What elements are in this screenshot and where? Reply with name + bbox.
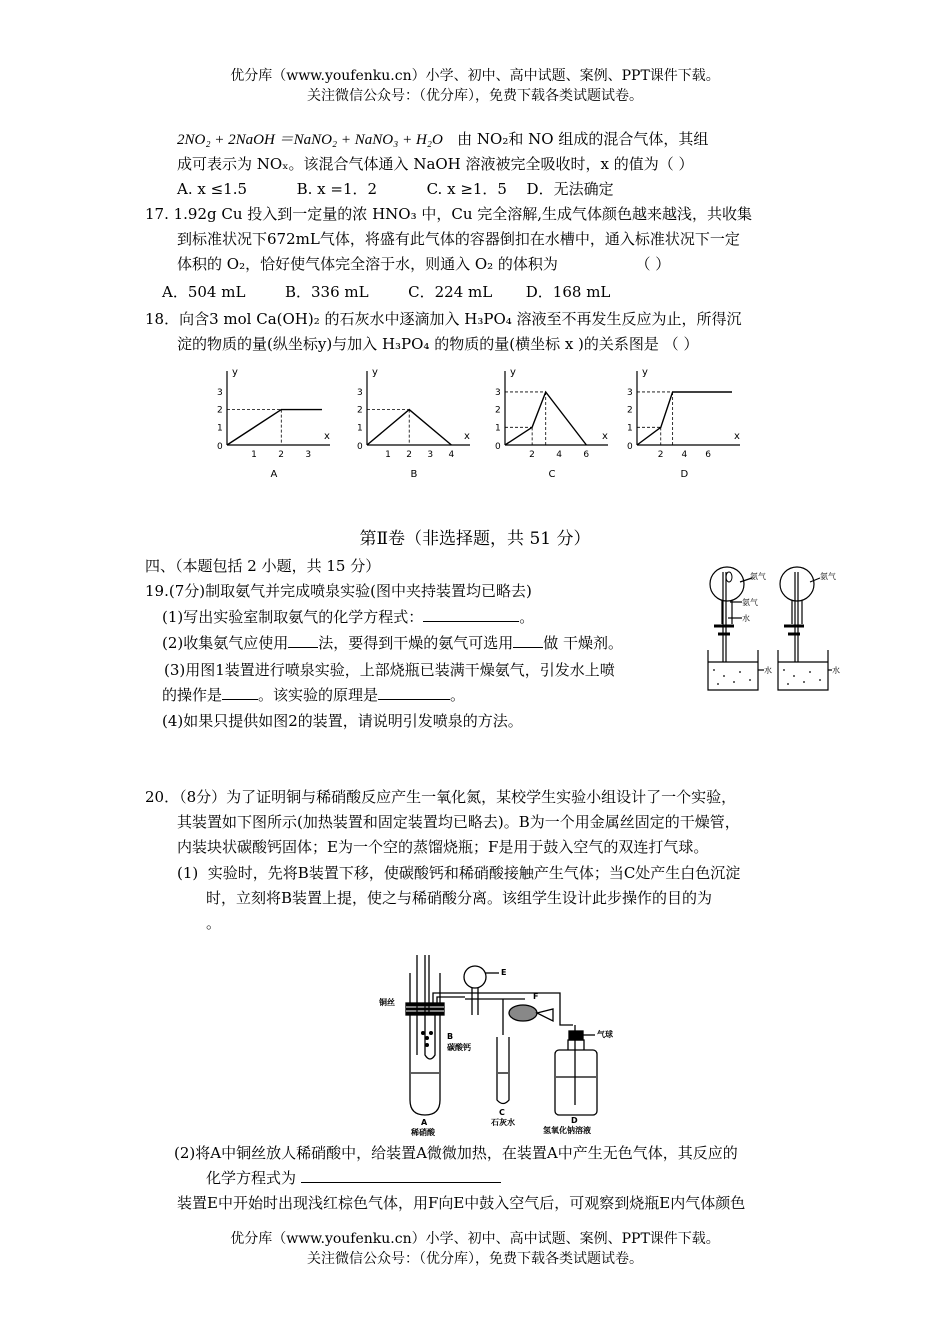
q16-stem-line1 xyxy=(177,128,708,151)
fig1-flask xyxy=(710,567,744,601)
label-copper-wire: 铜丝 xyxy=(379,998,395,1007)
graph-A-y-tick: 2 xyxy=(217,405,223,416)
part2-section: 四、（本题包括 2 小题，共 15 分） xyxy=(145,557,381,575)
fig2-label-water: 水 xyxy=(832,666,840,675)
fig1-label-ammonia: 氨气 xyxy=(750,572,766,581)
q19-part2-text-a: (2)收集氨气应使用 xyxy=(162,634,289,652)
q17-line3-text: 体积的 O₂，恰好使气体完全溶于水，则通入 O₂ 的体积为 xyxy=(177,255,558,273)
graph-B-x-tick: 3 xyxy=(427,450,434,460)
graph-C-y-label: y xyxy=(510,367,516,378)
graph-A-x-label: x xyxy=(324,431,330,442)
fig2-beaker xyxy=(778,650,828,690)
q19-part2-text-c: 做 干燥剂。 xyxy=(543,634,624,652)
q20-line1: 20．（8分）为了证明铜与稀硝酸反应产生一氧化氮，某校学生实验小组设计了一个实验， xyxy=(145,788,737,806)
q20-blank-equation[interactable] xyxy=(301,1168,501,1183)
q20-part1-number: (1) xyxy=(177,864,199,882)
q16-option-c: C. x ≥1．5 xyxy=(426,180,507,198)
footer-line-1: 优分库（www.youfenku.cn）小学、初中、高中试题、案例、PPT课件下载。 xyxy=(230,1231,720,1247)
graph-A-y-tick: 3 xyxy=(217,387,223,398)
label-balloon: 气球 xyxy=(597,1030,613,1039)
q18-line2: 淀的物质的量(纵坐标y)与加入 H₃PO₄ 的物质的量(横坐标 x )的关系图是 （ ） xyxy=(177,335,699,353)
graph-A-x-tick: 3 xyxy=(305,450,312,460)
graph-B-y-label: y xyxy=(372,367,378,378)
header-line-1: 优分库（www.youfenku.cn）小学、初中、高中试题、案例、PPT课件下载。 xyxy=(230,68,720,84)
q20-part1-line3: 。 xyxy=(206,914,222,932)
graph-D-y-tick: 3 xyxy=(627,387,633,398)
q19-part2-text-b: 法，要得到干燥的氨气可选用 xyxy=(318,634,514,652)
graph-C-y-tick: 2 xyxy=(495,405,501,416)
q19-blank-principle[interactable] xyxy=(378,685,450,700)
q17-line2: 到标准状况下672mL气体，将盛有此气体的容器倒扣在水槽中，通入标准状况下一定 xyxy=(177,230,740,248)
graph-C-x-label: x xyxy=(602,431,608,442)
graph-B-origin: 0 xyxy=(357,442,363,452)
graph-A-caption: A xyxy=(270,469,278,480)
q20-part2-text-b: 化学方程式为 xyxy=(206,1169,297,1187)
fig1-label-ammonia-2: 氨气 xyxy=(742,598,758,607)
q18-line1: 18．向含3 mol Ca(OH)₂ 的石灰水中逐滴加入 H₃PO₄ 溶液至不再发生反应为止，所得沉 xyxy=(145,310,742,328)
q16-options xyxy=(177,178,614,200)
graph-D-caption: D xyxy=(680,469,689,480)
q20-line2: 其装置如下图所示(加热装置和固定装置均已略去)。B为一个用金属丝固定的干燥管， xyxy=(177,813,740,831)
graph-B-x-tick: 2 xyxy=(406,450,412,460)
graph-A-series xyxy=(227,410,322,445)
fig2-flask xyxy=(780,567,814,601)
graph-D-x-tick: 6 xyxy=(705,450,711,460)
flask-e xyxy=(464,966,486,988)
graph-D-series xyxy=(637,392,732,445)
graph-A-y-label: y xyxy=(232,367,238,378)
label-e: E xyxy=(501,968,507,977)
graph-C-y-tick: 1 xyxy=(495,423,501,434)
graph-D-x-tick: 4 xyxy=(681,450,688,460)
q19-part1-text: (1)写出实验室制取氨气的化学方程式： xyxy=(162,608,424,626)
q20-part1-line2: 时，立刻将B装置上提，使之与稀硝酸分离。该组学生设计此步操作的目的为 xyxy=(206,889,713,907)
q20-part1-text-a: 实验时，先将B装置下移，使碳酸钙和稀硝酸接触产生气体；当C处产生白色沉淀 xyxy=(207,864,741,882)
graph-B-x-tick: 4 xyxy=(448,450,455,460)
fountain-apparatus-figure xyxy=(700,562,850,697)
graph-C-caption: C xyxy=(548,469,556,480)
q19-blank-drying-agent[interactable] xyxy=(513,633,543,648)
q17-answer-paren: （ ） xyxy=(635,255,671,273)
graph-A-x-tick: 1 xyxy=(251,450,257,460)
balloon-f xyxy=(509,1005,537,1021)
part2-title: 第Ⅱ卷（非选择题，共 51 分） xyxy=(359,529,591,549)
q16-option-b: B. x =1．2 xyxy=(296,180,378,198)
fig1-beaker xyxy=(708,650,758,690)
q17-option-a: A．504 mL xyxy=(162,283,246,301)
graph-D-origin: 0 xyxy=(627,442,633,452)
q19-part3-text-c: 。该实验的原理是 xyxy=(258,686,379,704)
label-caco3: 碳酸钙 xyxy=(447,1043,471,1052)
label-naoh-solution: 氢氧化钠溶液 xyxy=(543,1126,591,1135)
q19-part1 xyxy=(162,606,534,628)
q20-part2-line2 xyxy=(206,1167,501,1189)
q16-equation: 2NO₂ + 2NaOH ＝NaNO₂ + NaNO₃ + H₂O xyxy=(177,132,443,148)
fig2-label-ammonia: 氨气 xyxy=(820,572,836,581)
fig1-label-water: 水 xyxy=(742,614,750,623)
graph-D-x-tick: 2 xyxy=(657,450,664,460)
q19-part3-line1: (3)用图1装置进行喷泉实验，上部烧瓶已装满干燥氨气，引发水上喷 xyxy=(164,661,615,679)
q18-graphs xyxy=(205,365,740,490)
graph-C-x-tick: 6 xyxy=(583,450,590,460)
q20-part1-line1 xyxy=(177,862,740,884)
q19-blank-method[interactable] xyxy=(288,633,318,648)
q19-part4: (4)如果只提供如图2的装置，请说明引发喷泉的方法。 xyxy=(162,712,523,730)
graph-D-y-tick: 1 xyxy=(627,423,633,434)
label-a: A xyxy=(421,1118,428,1127)
q17-option-d: D．168 mL xyxy=(525,283,611,301)
q20-part2-line1: (2)将A中铜丝放人稀硝酸中，给装置A微微加热，在装置A中产生无色气体，其反应的 xyxy=(174,1144,738,1162)
header-line-2: 关注微信公众号：（优分库），免费下载各类试题试卷。 xyxy=(307,88,643,104)
graph-B-y-tick: 1 xyxy=(357,423,363,434)
label-dilute-nitric-acid: 稀硝酸 xyxy=(411,1128,435,1137)
q16-text1: 由 NO₂和 NO 组成的混合气体，其组 xyxy=(457,130,709,148)
q19-part3-text-d: 。 xyxy=(450,686,466,704)
q17-line1: 17. 1.92g Cu 投入到一定量的浓 HNO₃ 中，Cu 完全溶解,生成气体颜色越来越浅，共收集 xyxy=(145,205,753,223)
label-f: F xyxy=(533,992,539,1001)
graph-A-x-tick: 2 xyxy=(278,450,285,460)
graph-D-y-label: y xyxy=(642,367,648,378)
graph-C-x-tick: 4 xyxy=(556,450,563,460)
graph-D-x-label: x xyxy=(734,431,740,442)
graph-B-caption: B xyxy=(410,469,418,480)
graph-B-x-tick: 1 xyxy=(385,450,391,460)
graph-B-y-tick: 3 xyxy=(357,387,363,398)
graph-A-y-tick: 1 xyxy=(217,423,223,434)
q19-blank-operation[interactable] xyxy=(222,685,258,700)
q19-blank-equation[interactable] xyxy=(423,607,519,622)
graph-C-x-tick: 2 xyxy=(529,450,535,460)
q19-part2 xyxy=(162,632,623,654)
q19-part3-text-b: 的操作是 xyxy=(162,686,223,704)
label-d: D xyxy=(571,1116,578,1125)
label-limewater: 石灰水 xyxy=(491,1118,515,1127)
q16-stem-line2: 成可表示为 NOₓ。该混合气体通入 NaOH 溶液被完全吸收时，x 的值为（ ） xyxy=(177,155,694,173)
graph-C-origin: 0 xyxy=(495,442,501,452)
q17-option-c: C．224 mL xyxy=(408,283,493,301)
label-c: C xyxy=(499,1108,505,1117)
q19-stem: 19.(7分)制取氨气并完成喷泉实验(图中夹持装置均已略去) xyxy=(145,582,532,600)
q19-part1-end: 。 xyxy=(519,608,535,626)
q17-line3 xyxy=(177,253,670,275)
q16-option-d: D．无法确定 xyxy=(526,180,614,198)
graph-B-y-tick: 2 xyxy=(357,405,363,416)
footer-line-2: 关注微信公众号：（优分库），免费下载各类试题试卷。 xyxy=(307,1251,643,1267)
q17-options xyxy=(162,281,610,303)
q20-part2-line3: 装置E中开始时出现浅红棕色气体，用F向E中鼓入空气后，可观察到烧瓶E内气体颜色 xyxy=(177,1194,746,1212)
graph-B-x-label: x xyxy=(464,431,470,442)
q19-part3-line2 xyxy=(162,684,465,706)
fig1-label-water-beaker: 水 xyxy=(764,666,772,675)
tube-c xyxy=(497,1037,509,1104)
q20-apparatus-figure xyxy=(375,955,625,1135)
graph-C-y-tick: 3 xyxy=(495,387,501,398)
graph-D-y-tick: 2 xyxy=(627,405,633,416)
q20-line3: 内装块状碳酸钙固体；E为一个空的蒸馏烧瓶；F是用于鼓入空气的双连打气球。 xyxy=(177,838,709,856)
q17-option-b: B．336 mL xyxy=(284,283,369,301)
q16-option-a: A. x ≤1.5 xyxy=(177,180,248,198)
graph-A-origin: 0 xyxy=(217,442,223,452)
bottle-d xyxy=(555,1050,597,1115)
label-b: B xyxy=(447,1032,454,1041)
